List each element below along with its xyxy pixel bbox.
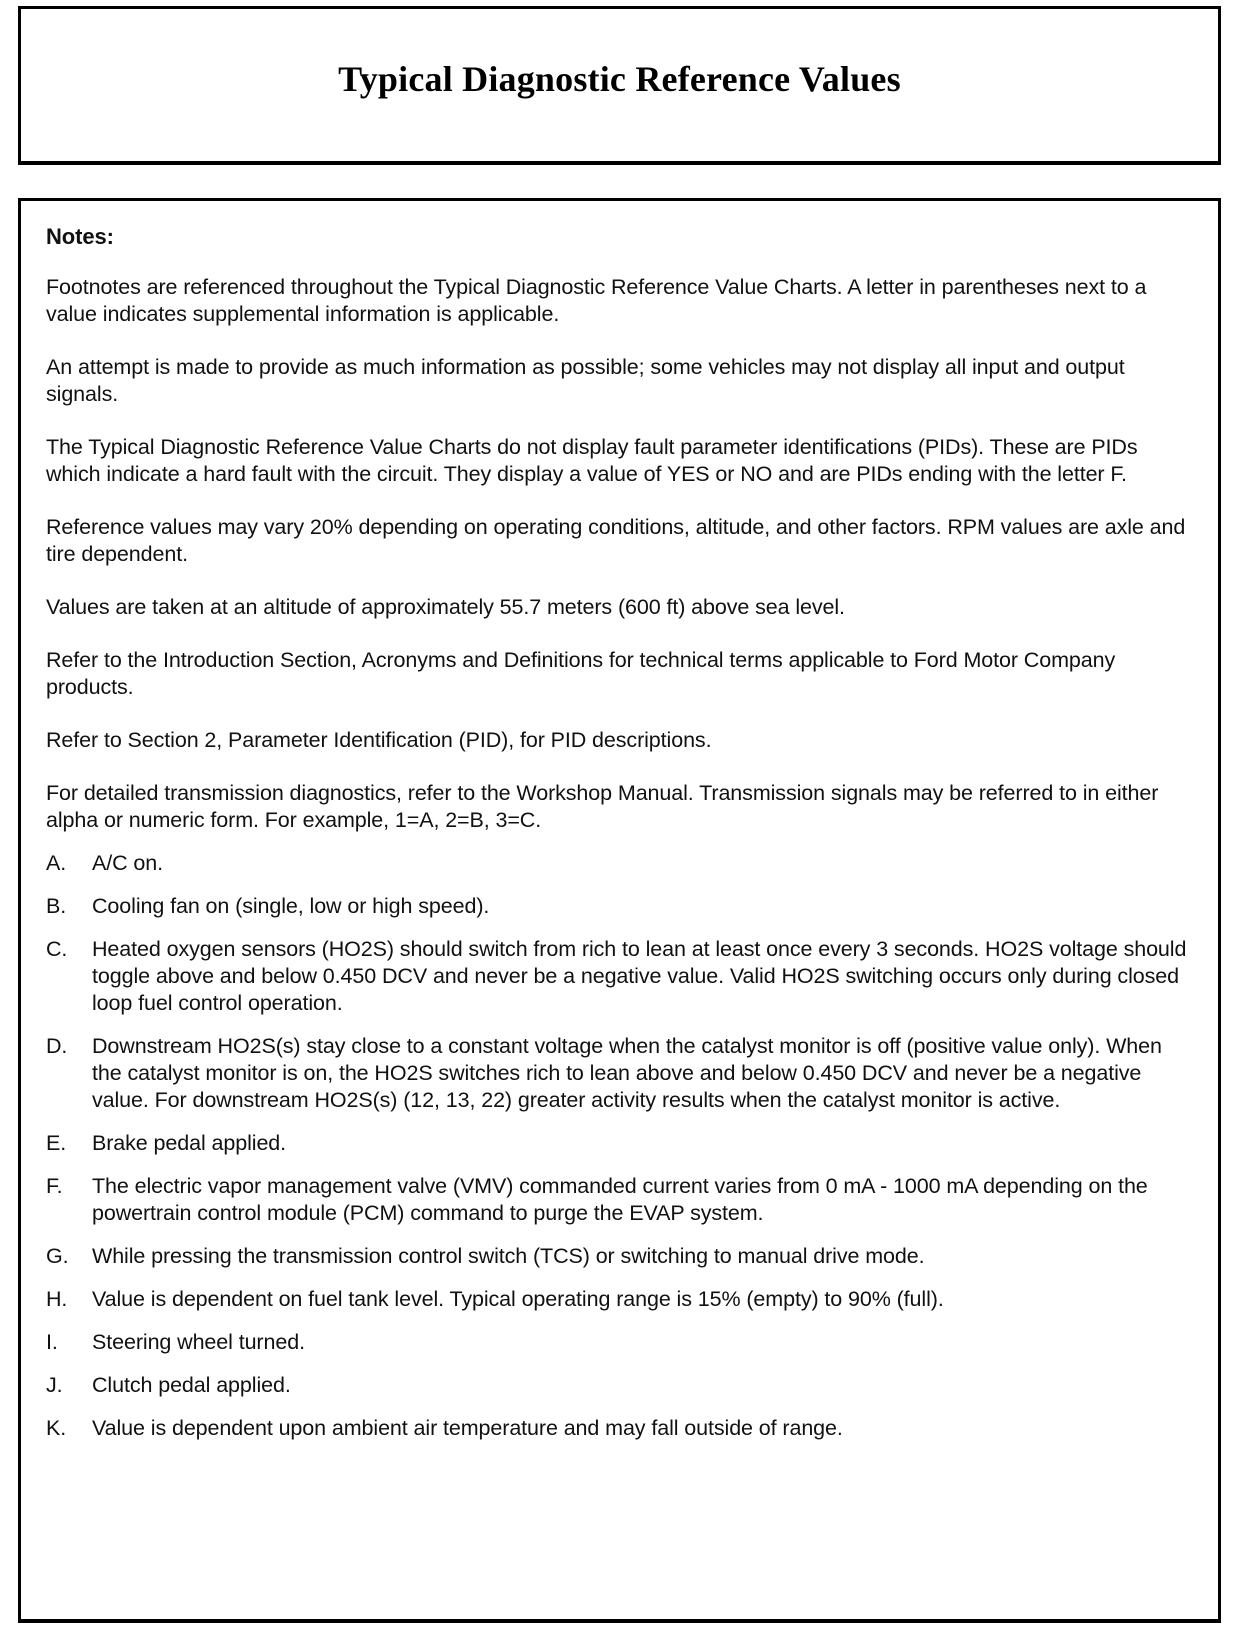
footnote-text: Clutch pedal applied. [92, 1373, 291, 1397]
footnote-item [46, 1173, 1188, 1227]
footnote-text: Value is dependent on fuel tank level. Typical operating range is 15% (empty) to 90% (full). [92, 1287, 944, 1311]
footnote-text: The electric vapor management valve (VMV) commanded current varies from 0 mA - 1000 mA depending on the powertrain control module (PCM) command to purge the EVAP system. [92, 1174, 1148, 1225]
footnote-text: Brake pedal applied. [92, 1131, 287, 1155]
footnote-item [46, 1415, 1188, 1442]
page-title: Typical Diagnostic Reference Values [338, 59, 901, 99]
note-paragraph-footnotes: Footnotes are referenced throughout the Typical Diagnostic Reference Value Charts. A letter in parentheses next to a value indicates supplemental information is applicable. [46, 275, 1147, 326]
footnote-item [46, 1033, 1188, 1114]
note-paragraph-transmission: For detailed transmission diagnostics, refer to the Workshop Manual. Transmission signals may be referred to in either alpha or numeric form. For example, 1=A, 2=B, 3=C. [46, 781, 1159, 832]
notes-box [18, 198, 1221, 1623]
footnote-text: While pressing the transmission control switch (TCS) or switching to manual drive mode. [92, 1244, 925, 1268]
footnote-item [46, 1329, 1188, 1356]
footnote-text: Downstream HO2S(s) stay close to a constant voltage when the catalyst monitor is off (positive value only). When the catalyst monitor is on, the HO2S switches rich to lean above and below 0.450 DCV and never be a negative value. For downstream HO2S(s) (12, 13, 22) greater activity results when the catalyst monitor is active. [92, 1034, 1162, 1112]
footnote-text: Heated oxygen sensors (HO2S) should switch from rich to lean at least once every 3 seconds. HO2S voltage should toggle above and below 0.450 DCV and never be a negative value. Valid HO2S switching occurs only during closed loop fuel control operation. [92, 937, 1187, 1015]
note-paragraph-altitude: Values are taken at an altitude of approximately 55.7 meters (600 ft) above sea level. [46, 595, 845, 619]
note-paragraph-acronyms: Refer to the Introduction Section, Acronyms and Definitions for technical terms applicable to Ford Motor Company products. [46, 648, 1116, 699]
note-paragraph-signals: An attempt is made to provide as much information as possible; some vehicles may not display all input and output signals. [46, 355, 1125, 406]
footnote-text: A/C on. [92, 851, 164, 875]
footnote-item [46, 936, 1188, 1017]
footnote-letter: F. [46, 1174, 63, 1198]
notes-heading: Notes: [46, 224, 114, 249]
footnote-list [46, 850, 1188, 1442]
footnote-text: Value is dependent upon ambient air temperature and may fall outside of range. [92, 1416, 843, 1440]
footnote-item [46, 1243, 1188, 1270]
title-box [18, 6, 1221, 165]
footnote-letter: G. [46, 1244, 69, 1268]
footnote-item [46, 1286, 1188, 1313]
footnote-item [46, 893, 1188, 920]
footnote-item [46, 1130, 1188, 1157]
note-paragraph-pid-section: Refer to Section 2, Parameter Identification (PID), for PID descriptions. [46, 728, 712, 752]
footnote-letter: H. [46, 1287, 68, 1311]
footnote-letter: J. [46, 1373, 63, 1397]
footnote-letter: I. [46, 1330, 58, 1354]
footnote-item [46, 1372, 1188, 1399]
note-paragraph-variance: Reference values may vary 20% depending on operating conditions, altitude, and other factors. RPM values are axle and tire dependent. [46, 515, 1186, 566]
notes-content [46, 223, 1188, 1458]
footnote-text: Steering wheel turned. [92, 1330, 305, 1354]
footnote-letter: A. [46, 851, 67, 875]
footnote-letter: D. [46, 1034, 68, 1058]
footnote-item [46, 850, 1188, 877]
note-paragraph-fault-pids: The Typical Diagnostic Reference Value Charts do not display fault parameter identifications (PIDs). These are PIDs which indicate a hard fault with the circuit. They display a value of YES or NO and are PIDs ending with the letter F. [46, 435, 1138, 486]
footnote-letter: E. [46, 1131, 67, 1155]
footnote-letter: B. [46, 894, 67, 918]
footnote-text: Cooling fan on (single, low or high speed). [92, 894, 490, 918]
footnote-letter: K. [46, 1416, 67, 1440]
footnote-letter: C. [46, 937, 68, 961]
